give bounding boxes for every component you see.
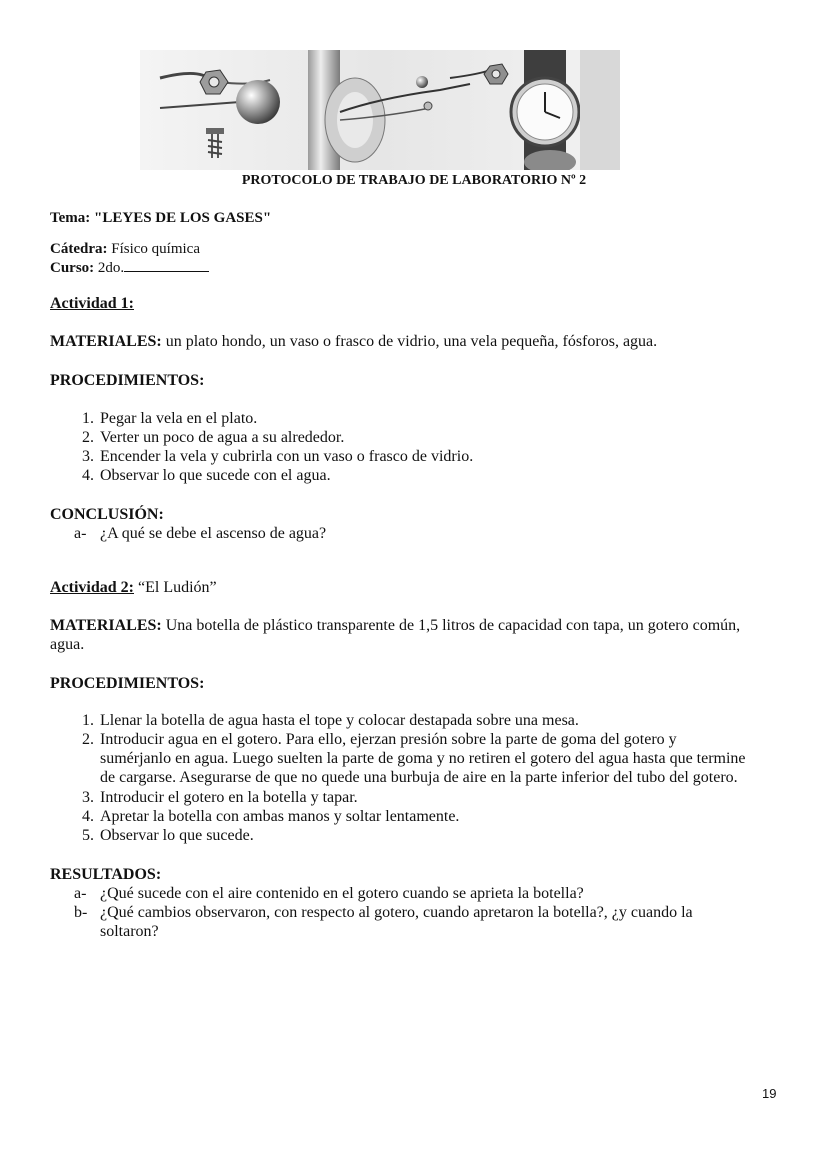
question-marker: a- bbox=[74, 525, 87, 542]
catedra-label: Cátedra: bbox=[50, 241, 108, 257]
step-number: 5. bbox=[82, 827, 94, 844]
step-number: 1. bbox=[82, 712, 94, 729]
catedra-value: Físico química bbox=[111, 241, 200, 257]
activity2-materials-text: Una botella de plástico transparente de 1,5 litros de capacidad con tapa, un gotero común, bbox=[165, 617, 741, 634]
lab-equipment-banner-image bbox=[140, 50, 620, 170]
step-number: 4. bbox=[82, 808, 94, 825]
step-text: Apretar la botella con ambas manos y soltar lentamente. bbox=[100, 808, 460, 825]
step-text: Verter un poco de agua a su alrededor. bbox=[100, 429, 345, 446]
step-text: Pegar la vela en el plato. bbox=[100, 410, 258, 427]
protocol-title: PROTOCOLO DE TRABAJO DE LABORATORIO Nº 2 bbox=[241, 173, 587, 188]
step-number: 2. bbox=[82, 731, 94, 748]
step-text: sumérjanlo en agua. Luego suelten la parte de goma y no retiren el gotero del agua hasta que termine bbox=[100, 750, 746, 767]
step-text: Llenar la botella de agua hasta el tope y colocar destapada sobre una mesa. bbox=[100, 712, 579, 729]
curso-line bbox=[50, 258, 209, 277]
question-text: ¿Qué cambios observaron, con respecto al gotero, cuando apretaron la botella?, ¿y cuando la bbox=[100, 904, 693, 921]
activity1-materials bbox=[50, 333, 657, 351]
activity2-heading-line bbox=[50, 579, 217, 597]
question-text: soltaron? bbox=[100, 923, 159, 940]
step-text: Encender la vela y cubrirla con un vaso o frasco de vidrio. bbox=[100, 448, 474, 465]
step-text: Observar lo que sucede con el agua. bbox=[100, 467, 331, 484]
activity2-results-label: RESULTADOS: bbox=[50, 866, 162, 883]
step-number: 4. bbox=[82, 467, 94, 484]
step-number: 3. bbox=[82, 789, 94, 806]
page-number: 19 bbox=[762, 1086, 777, 1101]
activity1-procedures-label: PROCEDIMIENTOS: bbox=[50, 372, 205, 389]
activity2-heading: Actividad 2: bbox=[50, 579, 134, 596]
activity2-procedures-label: PROCEDIMIENTOS: bbox=[50, 675, 205, 692]
tema-value: "LEYES DE LOS GASES" bbox=[94, 210, 272, 226]
curso-value: 2do. bbox=[97, 260, 125, 276]
step-number: 3. bbox=[82, 448, 94, 465]
step-text: de cargarse. Asegurarse de que no quede una burbuja de aire en la parte inferior del tubo del gotero. bbox=[100, 769, 738, 786]
curso-label: Curso: bbox=[50, 260, 95, 276]
step-text: Observar lo que sucede. bbox=[100, 827, 254, 844]
step-number: 2. bbox=[82, 429, 94, 446]
question-marker: a- bbox=[74, 885, 87, 902]
activity1-materials-label: MATERIALES: bbox=[50, 333, 162, 350]
activity1-conclusion-label: CONCLUSIÓN: bbox=[50, 506, 164, 523]
question-marker: b- bbox=[74, 904, 88, 921]
activity1-heading: Actividad 1: bbox=[50, 295, 134, 312]
question-text: ¿Qué sucede con el aire contenido en el gotero cuando se aprieta la botella? bbox=[100, 885, 584, 902]
catedra-line bbox=[50, 240, 200, 258]
question-text: ¿A qué se debe el ascenso de agua? bbox=[100, 525, 327, 542]
tema-line bbox=[50, 209, 271, 227]
step-number: 1. bbox=[82, 410, 94, 427]
activity1-materials-text: un plato hondo, un vaso o frasco de vidrio, una vela pequeña, fósforos, agua. bbox=[165, 333, 658, 350]
activity2-subtitle: “El Ludión” bbox=[138, 579, 217, 596]
activity2-materials-label: MATERIALES: bbox=[50, 617, 162, 634]
activity2-materials bbox=[50, 617, 740, 635]
tema-label: Tema: bbox=[50, 210, 91, 226]
curso-blank-line bbox=[124, 258, 209, 272]
step-text: Introducir el gotero en la botella y tapar. bbox=[100, 789, 358, 806]
step-text: Introducir agua en el gotero. Para ello, ejerzan presión sobre la parte de goma del gotero y bbox=[100, 731, 677, 748]
activity2-materials-cont: agua. bbox=[50, 636, 85, 653]
